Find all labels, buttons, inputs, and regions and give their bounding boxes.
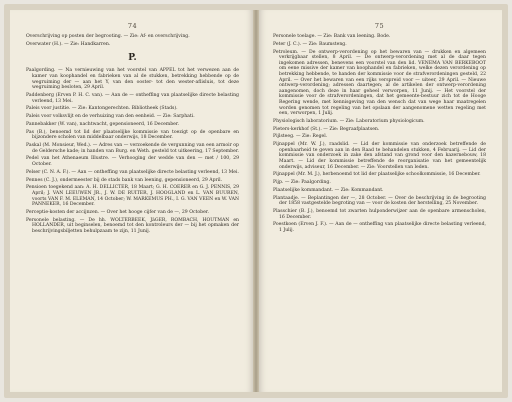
index-entry: Pannebakker (W. van), nachtwacht, gepensioneerd, 16 December. bbox=[26, 121, 180, 127]
right-page-content bbox=[273, 22, 486, 234]
index-entry: Pedel van het Athenaeum Illustre. — Verhooging der wedde van den — met / 100, 29 October. bbox=[26, 156, 239, 167]
index-entry: Pijp. — Zie: Paalgording. bbox=[273, 180, 331, 186]
index-entry: Plaatselijke kommandant. — Zie: Kommandant. bbox=[273, 187, 384, 193]
index-entry: Pas (B.), benoemd tot lid der plaatselijke kommissie van toezigt op de openbare en bijzondere scholen van middelbaar onderwijs, 18 December. bbox=[26, 129, 239, 141]
index-entry: Pijnappel (Mr. W. J.), raadslid. — Lid der kommissie van onderzoek betreffende de openbaarheid te geven aan in den Raad te behandelen stukken, 4 Februarij. — Lid der kommissie van onderzoek in zake den afstand van grond voor den kazernebouw, 18 Maart. — Lid der kommissie betreffende de reorganisatie van het gemeentelijk onderwijs, adviseur, 16 December. — Zie: Voorstellen van leden. bbox=[273, 142, 486, 170]
index-entry: Pennes (C. J.), ondermeester bij de stads bank van leening, gepensioneerd, 29 April. bbox=[26, 177, 223, 183]
index-entry: Paleis voor volksvlijt en de verhuizing van den eenheid. — Zie: Sarphati. bbox=[26, 114, 195, 120]
index-entry: Pelser (C. N. A. F.). — Aan — ontheffing van plaatselijke directe belasting verleend, 13 Mei. bbox=[26, 169, 239, 175]
index-entry: Paskal (M. Monsieur, Wed.). — Adres van — verzoekende de vergunning van een armoir op de Geldersche kade; in handen van Burg. en Weth. gesteld tot uitkeering, 17 September. bbox=[26, 143, 239, 154]
index-entry: Paalgording. — Na vernieuwing van het voorstel van APPEL tot het verwezen aan de kamer van koophandel en fabrieken van al de stukken, betrekking hebbende op de wegruiming der — aan het Y, van den ooster- tot den wester-aflisluis, tot deze wegruiming besloten, 29 April. bbox=[26, 68, 239, 91]
index-entry: Pensioen toegekend aan: A. H. DELLICTER, 18 Maart; G. H. COERER en G. J. PENNIS, 29 April; J. VAN LEEUWEN JR., J. W. DE RUITER, J. HOOGLAND en L. VAN BUUREN, voorts VAN F. M. ELEMAN, 14 October; W. MARKEMUS PH., I. G. VAN VEEN en W. VAN PANNEKER, 16 December. bbox=[26, 185, 239, 208]
index-entry: Pijlsteeg. — Zie: Regel. bbox=[273, 134, 328, 140]
index-entry: Poestkoen (Erven J. F.). — Aan de — ontheffing van plaatselijke directe belasting verleend, 1 Julij. bbox=[273, 222, 486, 234]
index-entry: Physiologisch laboratorium. — Zie: Laboratorium physiologicum. bbox=[273, 118, 425, 124]
index-entry: Personele belasting. — De hh. WOLTERBEEK, JäGER, ROMBACH, HOUTMAN en HOLLANDER, uit beginselen, benoemd tot den kontroleurs der — bij het opmaken der beschrijvingsbiljetten behulpzaam te zijn, 11 Junij. bbox=[26, 217, 239, 234]
left-page-content bbox=[26, 22, 239, 234]
index-entry: Petroleum. — De ontwerp-verordening op het bewaren van — drukken en algemeen verkrijgbaar stellen, 8 April. — De ontwerp-verordening met al de daar tegen ingekomen adressen, benevens een voorstel van den lid. VENEMA VAN BERKEBOOT om eene missive der kamer van koophandel en fabrieken, welke dezen verordening op betrekking hebbende, te handen der kommissie voor de strafverordeningen gesteld, 22 April. — Over het bewaren van een rijks verspreid voor — uiteer, 29 April. — Nieuwe ontwerp-verordening; adressen daartegen; al de artikelen der ontwerp-verordening aangenomen, doch deze in haar geheel verworpen, 11 Junij. — Het voorstel der kommissie voor de strafverordeningen, dat het gemeente-bestuur zich tot de Hooge Regering wende, met kennisgeving van den wensch dat van wege haar maatregelen worden genomen tot regeling van het opslaan der aangenomene wetten regeling met een, verworpen, 1 Julij. bbox=[273, 49, 486, 117]
index-entry: Perceptie-kosten der accijnzen. — Over het hooge cijfer van de —, 29 October. bbox=[26, 209, 209, 215]
index-entry: Plantaadje. — Beplantingen der —, 28 October. — Over de beschrijving in de begrooting der 1858 vastgestelde begroting van — voor de kosten der herstelling, 25 November. bbox=[273, 195, 486, 207]
page-number-right: 75 bbox=[374, 22, 385, 30]
index-entry: Paleis voor justitie. — Zie: Kantongerechten. Bibliotheek (Stads). bbox=[26, 106, 178, 112]
index-entry: Peter (J. C.). — Zie: Baumsteng. bbox=[273, 41, 347, 47]
page-number-left: 74 bbox=[127, 22, 138, 30]
book-spread bbox=[4, 4, 508, 398]
index-entry: Personele toelage. — Zie: Bank van leening. Bode. bbox=[273, 34, 391, 39]
left-page bbox=[10, 10, 253, 392]
index-entry: Overwater (H.). — Zie: Handkarren. bbox=[26, 41, 111, 47]
index-entry: Pijnappel (Mr. M. J.), herbenoemd tot lid der plaatselijke schoolkommissie, 16 December. bbox=[273, 172, 481, 178]
index-entry: Paddenberg (Erven P. H. C. van). — Aan de — ontheffing van plaatselijke directe belasting verleend, 13 Mei. bbox=[26, 92, 239, 104]
index-entry: Pieters-kerkhof (St.). — Zie: Begraafplaatsen. bbox=[273, 126, 380, 132]
index-entry: Plasschier (B. J.), benoemd tot zwarten hulponderwijzer aan de openbare armenscholen, 16 December. bbox=[273, 209, 486, 220]
right-page bbox=[259, 10, 502, 392]
index-entry: Overschrijving op posten der begrooting. — Zie: Af- en overschrijving. bbox=[26, 34, 190, 39]
section-letter: P. bbox=[128, 53, 137, 64]
